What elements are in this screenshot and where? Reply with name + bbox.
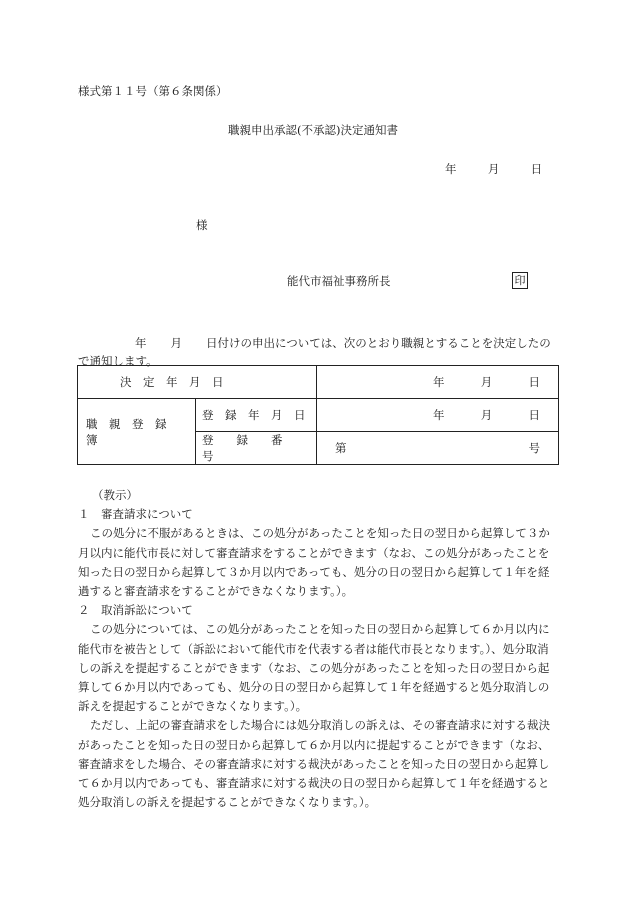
section2-title: ２ 取消訴訟について (78, 603, 193, 618)
sender-name: 能代市福祉事務所長 (287, 274, 391, 288)
reg-month: 月 (480, 408, 493, 422)
reg-date-label-cell (196, 399, 317, 432)
reg-day: 日 (528, 408, 540, 422)
notice-month: 月 (170, 336, 182, 350)
instructions-heading: （教示） (92, 488, 138, 502)
section1-body: この処分に不服があるときは、この処分があったことを知った日の翌日から起算して３か月以内に能代市長に対して審査請求をすることができます（なお、この処分があったことを知った日の翌日から起算して３か月以内であっても、処分の日の翌日から起算して１年を経過すると審査請求をすることができなくなります。）。 (78, 526, 550, 599)
decision-day: 日 (528, 375, 540, 389)
reg-no-label: 登 録 番 号 (202, 433, 306, 463)
instructions (78, 486, 558, 812)
issue-date-day: 日 (530, 162, 543, 176)
decision-table (77, 365, 559, 465)
issue-date-year: 年 (445, 162, 457, 176)
section2-body2: ただし、上記の審査請求をした場合には処分取消しの訴えは、その審査請求に対する裁決があったことを知った日の翌日から起算して６か月以内に提起することができます（なお、審査請求をした場合、その審査請求に対する裁決があったことを知った日の翌日から起算して６か月以内であっても、審査請求に対する裁決の日の翌日から起算して１年を経過すると処分取消しの訴えを提起することができなくなります。）。 (78, 718, 550, 810)
reg-no-label-cell (196, 432, 317, 465)
reg-no-prefix: 第 (335, 441, 347, 455)
form-number: 様式第１１号（第６条関係） (78, 84, 228, 98)
reg-date-label: 登 録 年 月 日 (202, 408, 306, 422)
seal-mark: 印 (512, 272, 528, 289)
issue-date-month: 月 (487, 162, 500, 176)
registry-label-cell (78, 399, 196, 465)
reg-date-cell (317, 399, 559, 432)
decision-month: 月 (480, 375, 493, 389)
decision-date-label-cell (78, 366, 317, 399)
section2-body1: この処分については、この処分があったことを知った日の翌日から起算して６か月以内に能代市を被告として（訴訟において能代市を代表する者は能代市長となります。）、処分取消しの訴えを提起することができます（なお、この処分があったことを知った日の翌日から起算して６か月以内であっても、処分の日の翌日から起算して１年を経過すると処分取消しの訴えを提起することができなくなります。）。 (78, 622, 550, 714)
notice-year: 年 (135, 336, 147, 350)
reg-no-cell (317, 432, 559, 465)
registry-label: 職 親 登 録 簿 (86, 416, 178, 447)
decision-date-cell (317, 366, 559, 399)
decision-date-label: 決 定 年 月 日 (120, 375, 224, 389)
decision-year: 年 (433, 375, 445, 389)
issue-date (445, 164, 542, 176)
reg-year: 年 (433, 408, 445, 422)
section1-title: １ 審査請求について (78, 507, 193, 522)
reg-no-suffix: 号 (528, 441, 540, 455)
addressee-suffix: 様 (196, 218, 208, 232)
document-title: 職親申出承認(不承認)決定通知書 (228, 123, 398, 137)
notice-text: 日付けの申出については、次のとおり職親とすることを決定したので通知します。 (78, 336, 551, 368)
